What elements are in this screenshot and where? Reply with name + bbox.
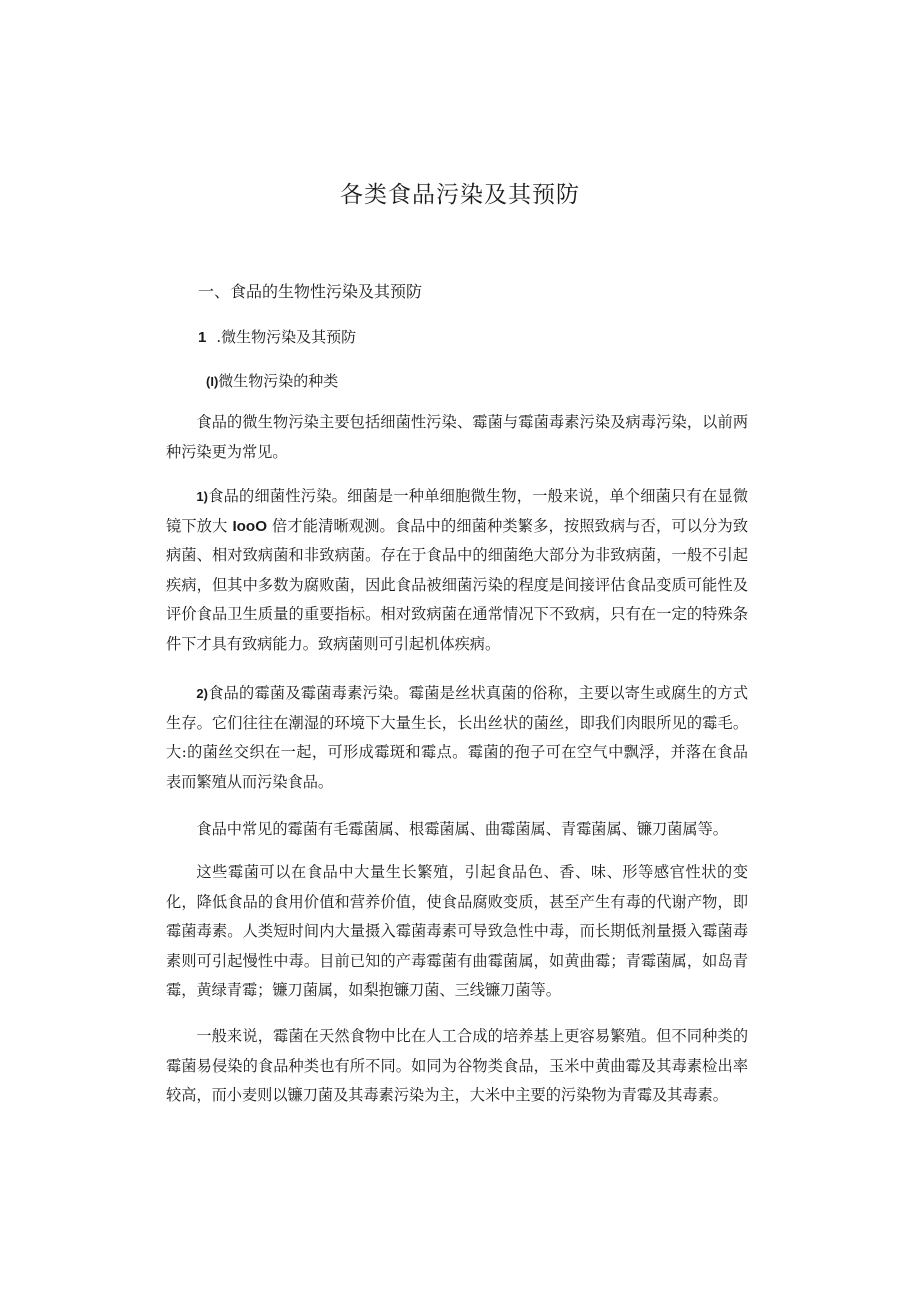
subsection-text: .微生物污染及其预防 xyxy=(216,328,357,346)
subsubsection-number: (I) xyxy=(206,374,219,389)
paragraph-bacterial-contamination xyxy=(166,482,748,659)
list-number: 1) xyxy=(196,489,208,504)
paragraph-text: 食品的霉菌及霉菌毒素污染。霉菌是丝状真菌的俗称，主要以寄生或腐生的方式生存。它们往往在潮湿的环境下大量生长，长出丝状的菌丝，即我们肉眼所见的霉毛。大:的菌丝交织在一起，可形成霉斑和霉点。霉菌的孢子可在空气中飘浮，并落在食品表而繁殖从而污染食品。 xyxy=(166,684,748,791)
paragraph-text: 食品的细菌性污染。细菌是一种单细胞微生物，一般来说，单个细菌只有在显微镜下放大 xyxy=(166,487,748,535)
subsection-number: 1 xyxy=(198,329,207,346)
subsubsection-text: 微生物污染的种类 xyxy=(218,372,339,390)
paragraph-mold-food-types: 一般来说，霉菌在天然食物中比在人工合成的培养基上更容易繁殖。但不同种类的霉菌易侵染的食品种类也有所不同。如同为谷物类食品，玉米中黄曲霉及其毒素检出率较高，而小麦则以镰刀菌及其毒素污染为主，大米中主要的污染物为青霉及其毒素。 xyxy=(166,1027,748,1104)
paragraph-common-molds: 食品中常见的霉菌有毛霉菌属、根霉菌属、曲霉菌属、青霉菌属、镰刀菌属等。 xyxy=(196,820,728,838)
paragraph-mycotoxins: 这些霉菌可以在食品中大量生长繁殖，引起食品色、香、味、形等感官性状的变化，降低食品的食用价值和营养价值，使食品腐败变质，甚至产生有毒的代谢产物，即霉菌毒素。人类短时间内大量摄入霉菌毒素可导致急性中毒，而长期低剂量摄入霉菌毒素则可引起慢性中毒。目前已知的产毒霉菌有曲霉菌属，如黄曲霉；青霉菌属，如岛青霉，黄绿青霉；镰刀菌属，如梨抱镰刀菌、三线镰刀菌等。 xyxy=(166,863,748,999)
paragraph-mold-contamination xyxy=(166,679,748,797)
list-number: 2) xyxy=(196,686,208,701)
section-heading-1: 一、食品的生物性污染及其预防 xyxy=(198,282,423,301)
magnification-value: IooO xyxy=(232,517,268,535)
paragraph-intro: 食品的微生物污染主要包括细菌性污染、霉菌与霉菌毒素污染及病毒污染，以前两种污染更为常见。 xyxy=(166,413,748,461)
paragraph-text: 倍才能清晰观测。食品中的细菌种类繁多，按照致病与否，可以分为致病菌、相对致病菌和非致病菌。存在于食品中的细菌绝大部分为非致病菌，一般不引起疾病，但其中多数为腐败菌，因此食品被细菌污染的程度是间接评估食品变质可能性及评价食品卫生质量的重要指标。相对致病菌在通常情况下不致病，只有在一定的特殊条件下才具有致病能力。致病菌则可引起机体疾病。 xyxy=(166,516,748,653)
subsection-heading-1 xyxy=(198,325,356,350)
subsubsection-heading-1 xyxy=(206,369,338,394)
document-title: 各类食品污染及其预防 xyxy=(340,182,580,208)
